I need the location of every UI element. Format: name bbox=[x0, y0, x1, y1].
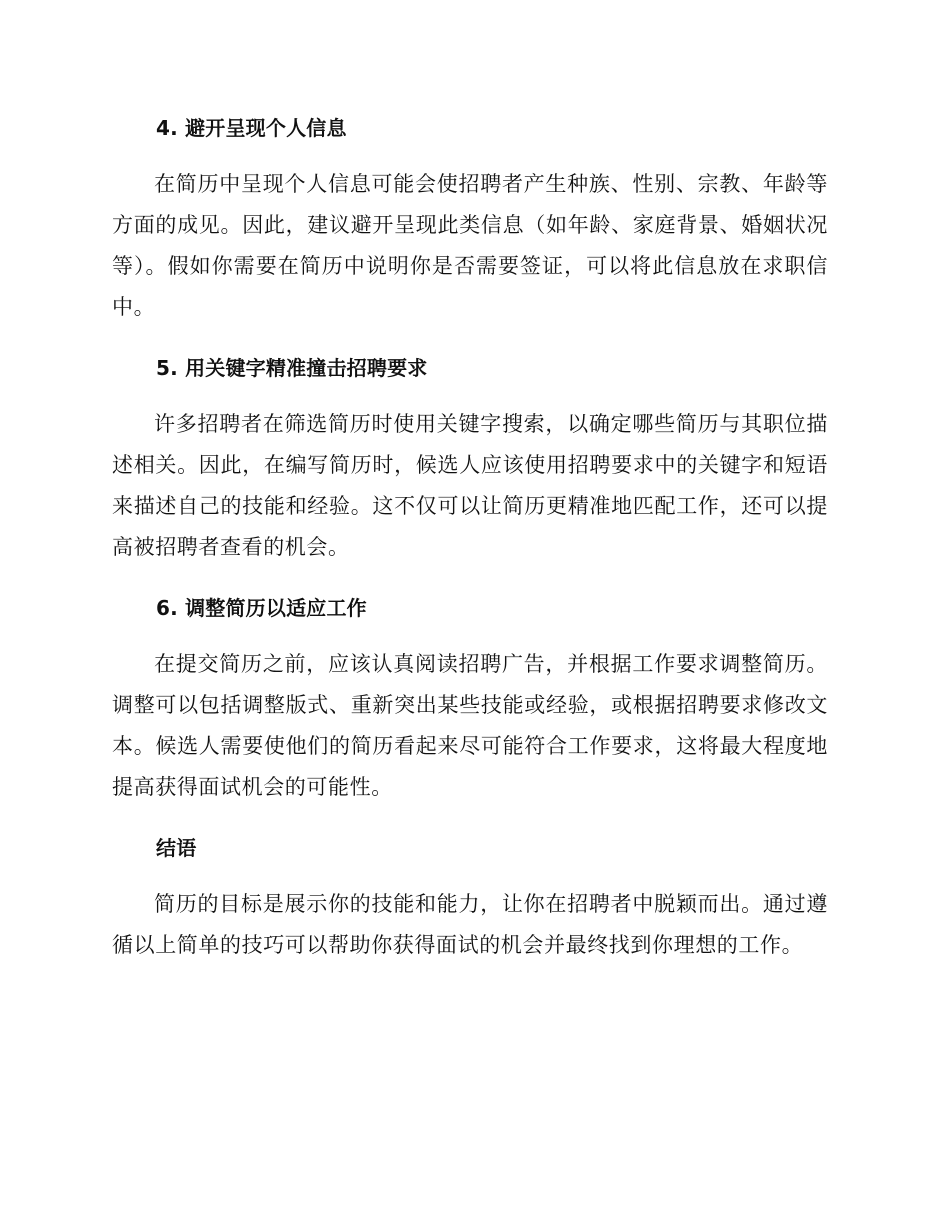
document-body bbox=[112, 108, 828, 986]
section-keywords bbox=[112, 348, 828, 568]
section-heading: 5. 用关键字精准撞击招聘要求 bbox=[156, 356, 428, 380]
section-paragraph: 在提交简历之前，应该认真阅读招聘广告，并根据工作要求调整简历。调整可以包括调整版式、重新突出某些技能或经验，或根据招聘要求修改文本。候选人需要使他们的简历看起来尽可能符合工作要求，这将最大程度地提高获得面试机会的可能性。 bbox=[112, 652, 828, 799]
section-paragraph: 简历的目标是展示你的技能和能力，让你在招聘者中脱颖而出。通过遵循以上简单的技巧可以帮助你获得面试的机会并最终找到你理想的工作。 bbox=[112, 892, 828, 957]
section-paragraph: 在简历中呈现个人信息可能会使招聘者产生种族、性别、宗教、年龄等方面的成见。因此，建议避开呈现此类信息（如年龄、家庭背景、婚姻状况等）。假如你需要在简历中说明你是否需要签证，可以将此信息放在求职信中。 bbox=[112, 172, 828, 319]
section-heading: 4. 避开呈现个人信息 bbox=[156, 116, 347, 140]
section-tailor-resume bbox=[112, 588, 828, 808]
section-heading: 结语 bbox=[156, 836, 197, 860]
section-heading: 6. 调整简历以适应工作 bbox=[156, 596, 367, 620]
section-avoid-personal-info bbox=[112, 108, 828, 328]
section-conclusion bbox=[112, 828, 828, 966]
section-paragraph: 许多招聘者在筛选简历时使用关键字搜索，以确定哪些简历与其职位描述相关。因此，在编写简历时，候选人应该使用招聘要求中的关键字和短语来描述自己的技能和经验。这不仅可以让简历更精准地匹配工作，还可以提高被招聘者查看的机会。 bbox=[112, 412, 828, 559]
